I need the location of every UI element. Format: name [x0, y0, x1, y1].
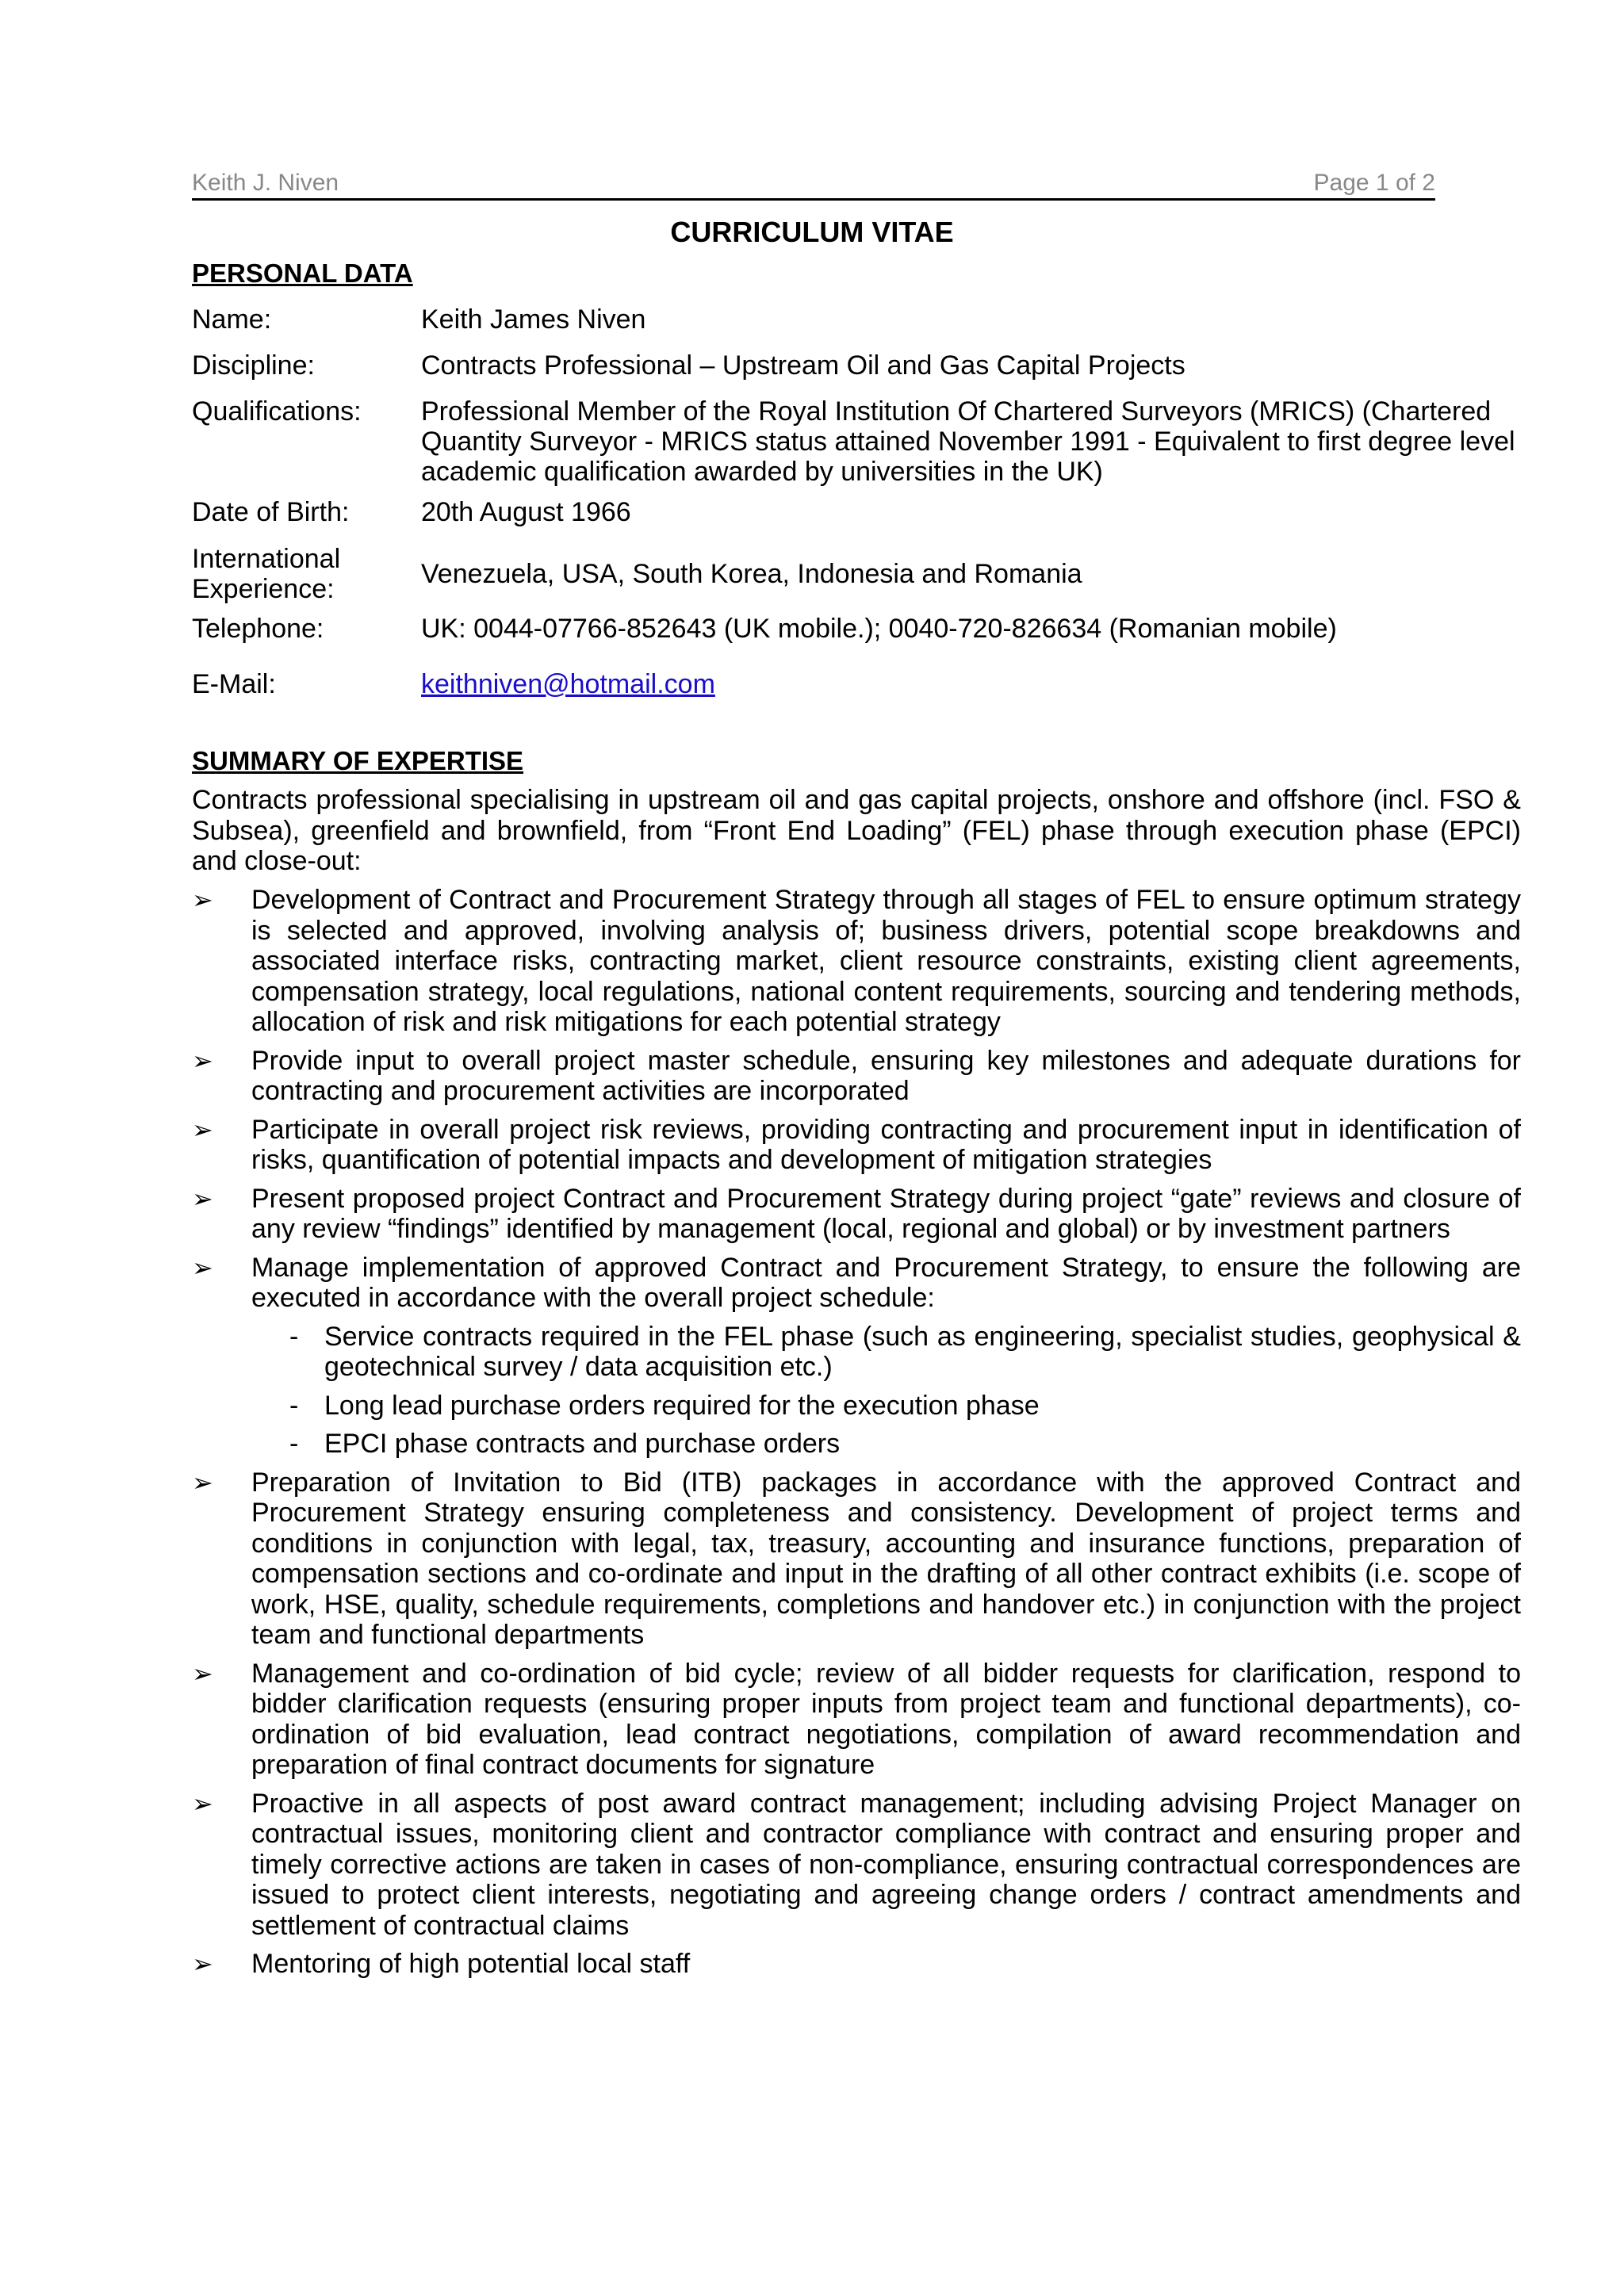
list-item — [192, 1789, 1521, 1942]
summary-intro: Contracts professional specialising in upstream oil and gas capital projects, onshore and offshore (incl. FSO & Subsea), greenfield and brownfield, from “Front End Loading” (FEL) phase through execution phase (EPCI) and close-out: — [192, 785, 1521, 876]
list-item-text: Preparation of Invitation to Bid (ITB) packages in accordance with the approved Contract and Procurement Strategy ensuring completeness and consistency. Development of project terms and conditions in conjunction with legal, tax, treasury, accounting and insurance functions, preparation of compensation sections and co-ordinate and input in the drafting of all other contract exhibits (i.e. scope of work, HSE, quality, schedule requirements, completions and handover etc.) in conjunction with the project team and functional departments — [251, 1467, 1521, 1650]
arrow-bullet-icon: ➢ — [192, 1046, 213, 1075]
list-item — [192, 1115, 1521, 1176]
sub-list-item — [251, 1322, 1521, 1383]
list-item-text: Proactive in all aspects of post award contract management; including advising Project Manager on contractual issues, monitoring client and contractor compliance with contract and ensuring proper and timely corrective actions are taken in cases of non-compliance, ensuring contractual correspondences are issued to protect client interests, negotiating and agreeing change orders / contract amendments and settlement of contractual claims — [251, 1788, 1521, 1941]
page-header — [192, 170, 1435, 201]
list-item — [192, 1253, 1521, 1460]
field-label: Name: — [192, 304, 272, 335]
field-label: Date of Birth: — [192, 497, 350, 527]
field-value: 20th August 1966 — [421, 497, 631, 527]
list-item-text: Manage implementation of approved Contract and Procurement Strategy, to ensure the following are executed in accordance with the overall project schedule: — [251, 1252, 1521, 1313]
dash-bullet-icon: - — [289, 1321, 299, 1352]
field-value: Professional Member of the Royal Institution Of Chartered Surveyors (MRICS) (Chartered Quantity Surveyor - MRICS status attained November 1991 - Equivalent to first degree level academic qualification awarded by universities in the UK) — [421, 396, 1515, 487]
sub-list-item-text: Service contracts required in the FEL phase (such as engineering, specialist studies, geophysical & geotechnical survey / data acquisition etc.) — [324, 1321, 1521, 1382]
field-label: Qualifications: — [192, 396, 362, 427]
field-label: International Experience: — [192, 544, 341, 604]
document-title: CURRICULUM VITAE — [670, 216, 954, 248]
list-item-text: Present proposed project Contract and Procurement Strategy during project “gate” reviews and closure of any review “findings” identified by management (local, regional and global) or by investment partners — [251, 1183, 1521, 1244]
email-link[interactable]: keithniven@hotmail.com — [421, 669, 715, 699]
sub-list — [251, 1322, 1521, 1460]
sub-list-item-text: Long lead purchase orders required for the execution phase — [324, 1390, 1040, 1421]
list-item-text: Development of Contract and Procurement Strategy through all stages of FEL to ensure optimum strategy is selected and approved, involving analysis of; business drivers, potential scope breakdowns and associated interface risks, contracting market, client resource constraints, existing client agreements, compensation strategy, local regulations, national content requirements, sourcing and tendering methods, allocation of risk and risk mitigations for each potential strategy — [251, 885, 1521, 1037]
list-item-text: Participate in overall project risk reviews, providing contracting and procurement input in identification of risks, quantification of potential impacts and development of mitigation strategies — [251, 1114, 1521, 1175]
arrow-bullet-icon: ➢ — [192, 1789, 213, 1818]
expertise-list — [192, 885, 1521, 1988]
field-value: Keith James Niven — [421, 304, 646, 335]
list-item — [192, 885, 1521, 1038]
list-item — [192, 1659, 1521, 1781]
sub-list-item-text: EPCI phase contracts and purchase orders — [324, 1429, 841, 1459]
field-value: UK: 0044-07766-852643 (UK mobile.); 0040-720-826634 (Romanian mobile) — [421, 614, 1337, 644]
arrow-bullet-icon: ➢ — [192, 1253, 213, 1282]
arrow-bullet-icon: ➢ — [192, 1184, 213, 1213]
section-heading-personal-data: PERSONAL DATA — [192, 258, 413, 288]
header-page-number: Page 1 of 2 — [1313, 170, 1435, 196]
list-item — [192, 1184, 1521, 1245]
sub-list-item — [251, 1429, 1521, 1460]
dash-bullet-icon: - — [289, 1429, 299, 1459]
dash-bullet-icon: - — [289, 1390, 299, 1421]
list-item-text: Management and co-ordination of bid cycle; review of all bidder requests for clarification, respond to bidder clarification requests (ensuring proper inputs from project team and functional departments), co-ordination of bid evaluation, lead contract negotiations, compilation of award recommendation and preparation of final contract documents for signature — [251, 1658, 1521, 1780]
field-value: Contracts Professional – Upstream Oil and Gas Capital Projects — [421, 350, 1185, 381]
field-label: E-Mail: — [192, 669, 276, 699]
field-label: Telephone: — [192, 614, 324, 644]
arrow-bullet-icon: ➢ — [192, 1659, 213, 1688]
field-label: Discipline: — [192, 350, 315, 381]
arrow-bullet-icon: ➢ — [192, 886, 213, 914]
arrow-bullet-icon: ➢ — [192, 1468, 213, 1497]
list-item-text: Provide input to overall project master schedule, ensuring key milestones and adequate durations for contracting and procurement activities are incorporated — [251, 1045, 1521, 1106]
arrow-bullet-icon: ➢ — [192, 1950, 213, 1978]
list-item — [192, 1949, 1521, 1980]
list-item — [192, 1468, 1521, 1651]
section-heading-summary-of-expertise: SUMMARY OF EXPERTISE — [192, 746, 524, 775]
field-value: Venezuela, USA, South Korea, Indonesia and Romania — [421, 559, 1082, 589]
arrow-bullet-icon: ➢ — [192, 1115, 213, 1144]
list-item — [192, 1046, 1521, 1107]
sub-list-item — [251, 1391, 1521, 1422]
header-author: Keith J. Niven — [192, 170, 339, 196]
list-item-text: Mentoring of high potential local staff — [251, 1949, 691, 1979]
